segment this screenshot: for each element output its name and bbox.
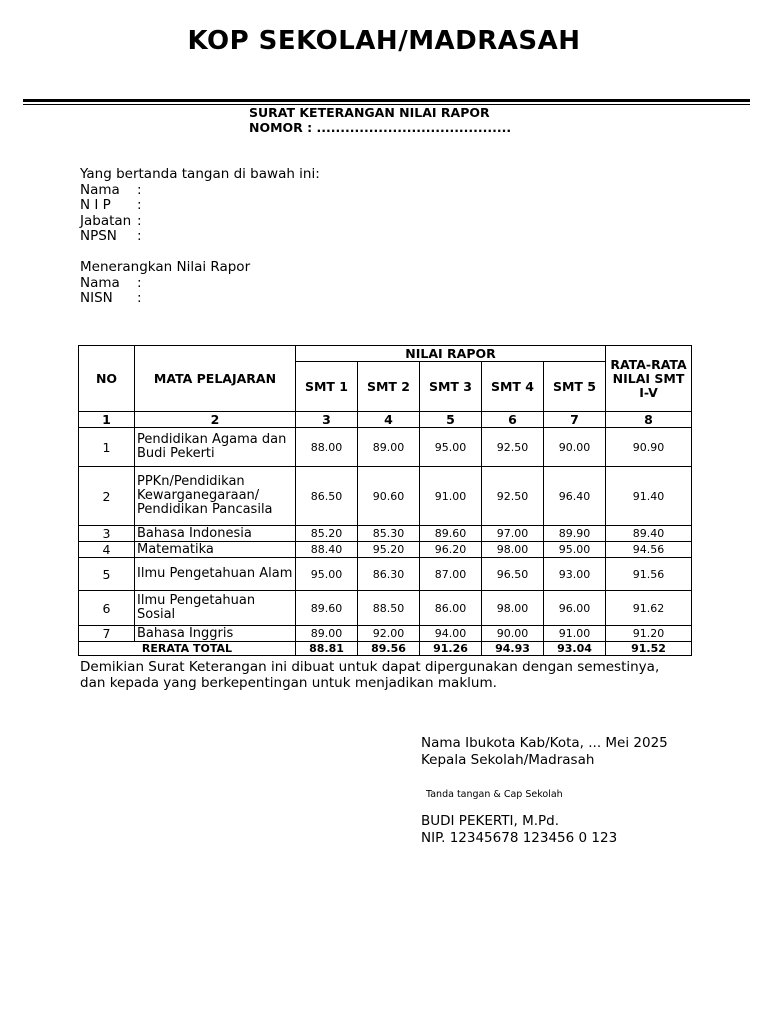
signature-nip: NIP. 12345678 123456 0 123 <box>421 830 618 846</box>
total-label: RERATA TOTAL <box>79 642 296 656</box>
row-value: 95.00 <box>544 542 606 558</box>
table-row <box>79 591 692 626</box>
row-average: 89.40 <box>606 526 692 542</box>
row-value: 92.00 <box>358 626 420 642</box>
signature-name: BUDI PEKERTI, M.Pd. <box>421 813 560 829</box>
row-value: 98.00 <box>482 591 544 626</box>
row-value: 95.20 <box>358 542 420 558</box>
signer-block <box>80 167 320 245</box>
row-value: 95.00 <box>296 558 358 591</box>
row-subject: Pendidikan Agama dan Budi Pekerti <box>135 428 296 467</box>
header-smt4: SMT 4 <box>482 362 544 412</box>
table-header-row <box>79 346 692 362</box>
row-value: 96.20 <box>420 542 482 558</box>
row-value: 88.50 <box>358 591 420 626</box>
student-block <box>80 260 250 307</box>
total-value: 94.93 <box>482 642 544 656</box>
row-value: 90.00 <box>482 626 544 642</box>
grades-table <box>78 345 692 656</box>
row-value: 86.30 <box>358 558 420 591</box>
row-no: 3 <box>79 526 135 542</box>
table-index-row <box>79 412 692 428</box>
signature-footer <box>421 813 617 847</box>
table-row <box>79 467 692 526</box>
total-value: 89.56 <box>358 642 420 656</box>
row-value: 89.90 <box>544 526 606 542</box>
row-value: 96.50 <box>482 558 544 591</box>
row-value: 88.40 <box>296 542 358 558</box>
row-no: 6 <box>79 591 135 626</box>
student-field-name: Nama : <box>80 274 142 291</box>
row-value: 97.00 <box>482 526 544 542</box>
document-title: SURAT KETERANGAN NILAI RAPOR <box>249 105 490 120</box>
row-value: 95.00 <box>420 428 482 467</box>
row-value: 85.30 <box>358 526 420 542</box>
row-value: 86.00 <box>420 591 482 626</box>
table-row <box>79 558 692 591</box>
table-row <box>79 428 692 467</box>
row-no: 2 <box>79 467 135 526</box>
header-smt3: SMT 3 <box>420 362 482 412</box>
index-cell: 3 <box>296 412 358 428</box>
signer-intro: Yang bertanda tangan di bawah ini: <box>80 166 320 182</box>
table-row <box>79 526 692 542</box>
row-subject: Ilmu Pengetahuan Alam <box>135 558 296 591</box>
letterhead-rule-thick <box>23 99 750 102</box>
row-value: 94.00 <box>420 626 482 642</box>
total-value: 88.81 <box>296 642 358 656</box>
row-value: 90.60 <box>358 467 420 526</box>
row-value: 96.40 <box>544 467 606 526</box>
row-value: 87.00 <box>420 558 482 591</box>
row-value: 98.00 <box>482 542 544 558</box>
row-value: 86.50 <box>296 467 358 526</box>
index-cell: 8 <box>606 412 692 428</box>
signature-place-date: Nama Ibukota Kab/Kota, ... Mei 2025 <box>421 735 668 751</box>
table-total-row <box>79 642 692 656</box>
index-cell: 2 <box>135 412 296 428</box>
row-value: 89.60 <box>296 591 358 626</box>
row-value: 89.60 <box>420 526 482 542</box>
row-subject: Matematika <box>135 542 296 558</box>
header-smt1: SMT 1 <box>296 362 358 412</box>
signature-position: Kepala Sekolah/Madrasah <box>421 752 595 768</box>
table-row <box>79 542 692 558</box>
row-value: 92.50 <box>482 467 544 526</box>
index-cell: 6 <box>482 412 544 428</box>
document-number: NOMOR : ......................................... <box>249 120 512 135</box>
total-value: 93.04 <box>544 642 606 656</box>
index-cell: 1 <box>79 412 135 428</box>
row-value: 91.00 <box>544 626 606 642</box>
signer-field-npsn: NPSN : <box>80 228 142 244</box>
document-title-block <box>249 105 511 135</box>
row-subject: Ilmu Pengetahuan Sosial <box>135 591 296 626</box>
row-value: 91.00 <box>420 467 482 526</box>
row-no: 7 <box>79 626 135 642</box>
total-value: 91.26 <box>420 642 482 656</box>
header-smt5: SMT 5 <box>544 362 606 412</box>
row-average: 91.62 <box>606 591 692 626</box>
header-subject: MATA PELAJARAN <box>135 346 296 412</box>
header-average: RATA-RATA NILAI SMT I-V <box>606 346 692 412</box>
row-average: 91.20 <box>606 626 692 642</box>
closing-paragraph <box>80 659 680 691</box>
index-cell: 4 <box>358 412 420 428</box>
header-no: NO <box>79 346 135 412</box>
row-value: 85.20 <box>296 526 358 542</box>
signer-field-name: Nama : <box>80 181 142 198</box>
row-subject: PPKn/Pendidikan Kewarganegaraan/ Pendidikan Pancasila <box>135 467 296 526</box>
row-subject: Bahasa Inggris <box>135 626 296 642</box>
signer-field-jabatan: Jabatan : <box>80 212 142 229</box>
row-average: 90.90 <box>606 428 692 467</box>
row-average: 91.56 <box>606 558 692 591</box>
letterhead-title: KOP SEKOLAH/MADRASAH <box>187 26 581 56</box>
total-average: 91.52 <box>606 642 692 656</box>
signer-field-nip: N I P : <box>80 197 142 213</box>
student-intro: Menerangkan Nilai Rapor <box>80 259 251 275</box>
row-average: 94.56 <box>606 542 692 558</box>
signature-note: Tanda tangan & Cap Sekolah <box>426 789 563 800</box>
index-cell: 5 <box>420 412 482 428</box>
closing-line-1: Demikian Surat Keterangan ini dibuat untuk dapat dipergunakan dengan semestinya, <box>80 659 660 675</box>
row-value: 90.00 <box>544 428 606 467</box>
header-nilai-rapor: NILAI RAPOR <box>296 346 606 362</box>
row-value: 96.00 <box>544 591 606 626</box>
student-field-nisn: NISN : <box>80 290 142 306</box>
row-no: 5 <box>79 558 135 591</box>
header-smt2: SMT 2 <box>358 362 420 412</box>
signature-header <box>421 735 668 769</box>
closing-line-2: dan kepada yang berkepentingan untuk menjadikan maklum. <box>80 675 497 691</box>
row-no: 4 <box>79 542 135 558</box>
index-cell: 7 <box>544 412 606 428</box>
row-value: 89.00 <box>358 428 420 467</box>
row-value: 89.00 <box>296 626 358 642</box>
row-subject: Bahasa Indonesia <box>135 526 296 542</box>
row-average: 91.40 <box>606 467 692 526</box>
row-value: 88.00 <box>296 428 358 467</box>
row-value: 92.50 <box>482 428 544 467</box>
row-no: 1 <box>79 428 135 467</box>
table-row <box>79 626 692 642</box>
row-value: 93.00 <box>544 558 606 591</box>
